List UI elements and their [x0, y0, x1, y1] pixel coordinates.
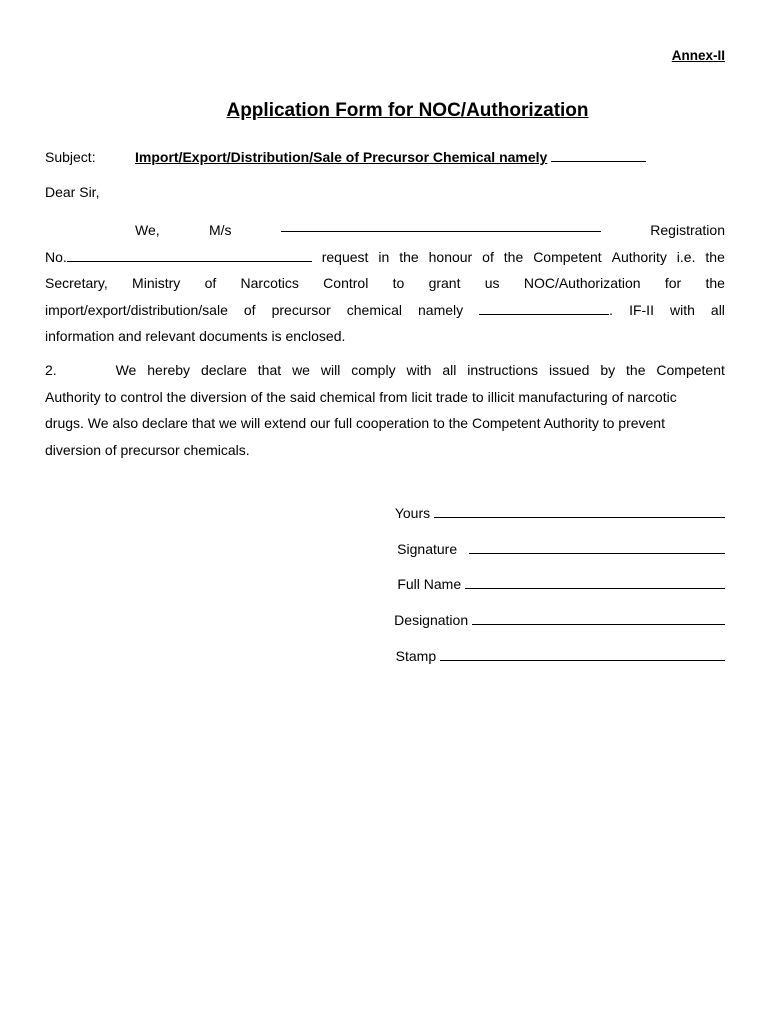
word: of [243, 301, 256, 318]
word: the [705, 275, 725, 292]
word: instructions [467, 362, 539, 378]
full-name-field [397, 575, 725, 592]
word: of [482, 248, 494, 265]
word: We, [135, 222, 160, 238]
word: i.e. [676, 248, 696, 265]
signature-field [397, 540, 725, 557]
chemical-name-blank [479, 300, 609, 315]
word: . [609, 301, 614, 318]
word: Narcotics [240, 275, 299, 292]
designation-blank-line [472, 611, 725, 625]
para2-line-4 [45, 437, 725, 464]
word: IF-II [629, 301, 654, 318]
stamp-blank-line [440, 647, 725, 661]
word: with [406, 362, 432, 378]
registration-no-blank [67, 247, 312, 262]
word: that [257, 362, 282, 378]
word: Secretary, [45, 275, 108, 292]
word: all [442, 362, 457, 378]
line-text: Authority to control the diversion of the said chemical from licit trade to illicit manufacturing of narcotic [45, 388, 677, 405]
word: us [484, 275, 500, 292]
para2-line-3 [45, 410, 725, 437]
word: import/export/distribution/sale [45, 301, 228, 318]
yours-label: Yours [394, 505, 431, 521]
signature-label: Signature [397, 541, 458, 557]
company-name-blank [281, 217, 601, 232]
para2-line-2 [45, 384, 725, 411]
paragraph-2 [45, 357, 725, 463]
word: grant [428, 275, 461, 292]
chemical-name-field [479, 297, 613, 324]
word: issued [548, 362, 590, 378]
word: declare [200, 362, 247, 378]
word: Registration [650, 222, 725, 238]
yours-blank-line [434, 504, 725, 518]
word: Authority [611, 248, 667, 265]
page-title: Application Form for NOC/Authorization [226, 100, 589, 121]
para1-line-4 [45, 297, 725, 324]
word: We [115, 362, 137, 378]
word: the [705, 248, 725, 265]
word: all [710, 301, 725, 318]
para1-line-3 [45, 270, 725, 297]
subject-blank-line [551, 151, 646, 162]
word: in [378, 248, 390, 265]
para1-line-1 [45, 217, 725, 244]
word: comply [351, 362, 396, 378]
subject-label: Subject: [45, 149, 96, 165]
word: M/s [209, 222, 232, 238]
designation-field [394, 611, 725, 628]
word: for [664, 275, 682, 292]
word: honour [428, 248, 473, 265]
line-text: drugs. We also declare that we will extend our full cooperation to the Competent Authority to prevent [45, 415, 665, 432]
para1-line-2 [45, 244, 725, 271]
word: of [204, 275, 217, 292]
annex-label: Annex-II [671, 48, 725, 63]
word: Ministry [132, 275, 181, 292]
signature-blank-line [469, 540, 725, 554]
word: NOC/Authorization [523, 275, 641, 292]
word: hereby [147, 362, 191, 378]
word: namely [418, 301, 464, 318]
stamp-field [396, 647, 725, 664]
word: the [399, 248, 419, 265]
word: No. [45, 248, 67, 265]
word: Competent [656, 362, 725, 378]
registration-no-field [45, 244, 312, 271]
word: will [320, 362, 341, 378]
para2-line-1 [45, 357, 725, 384]
full-name-label: Full Name [397, 576, 462, 592]
word: the [503, 248, 524, 265]
word: by [600, 362, 616, 378]
stamp-label: Stamp [395, 648, 437, 664]
para1-line-5 [45, 323, 725, 350]
designation-label: Designation [394, 612, 469, 628]
line-text: information and relevant documents is enclosed. [45, 328, 346, 345]
line-text: diversion of precursor chemicals. [45, 441, 250, 458]
word: request [321, 248, 369, 265]
full-name-blank-line [465, 575, 725, 589]
word: to [392, 275, 405, 292]
word: precursor [271, 301, 331, 318]
word: with [669, 301, 695, 318]
paragraph-number: 2. [45, 362, 57, 378]
word: Control [323, 275, 369, 292]
subject-value: Import/Export/Distribution/Sale of Precursor Chemical namely [135, 149, 548, 165]
paragraph-1 [45, 217, 725, 350]
word: the [626, 362, 646, 378]
word: chemical [346, 301, 402, 318]
word: we [292, 362, 310, 378]
subject-text [135, 149, 646, 165]
yours-field [395, 504, 725, 521]
word: Competent [533, 248, 602, 265]
salutation: Dear Sir, [45, 184, 100, 200]
